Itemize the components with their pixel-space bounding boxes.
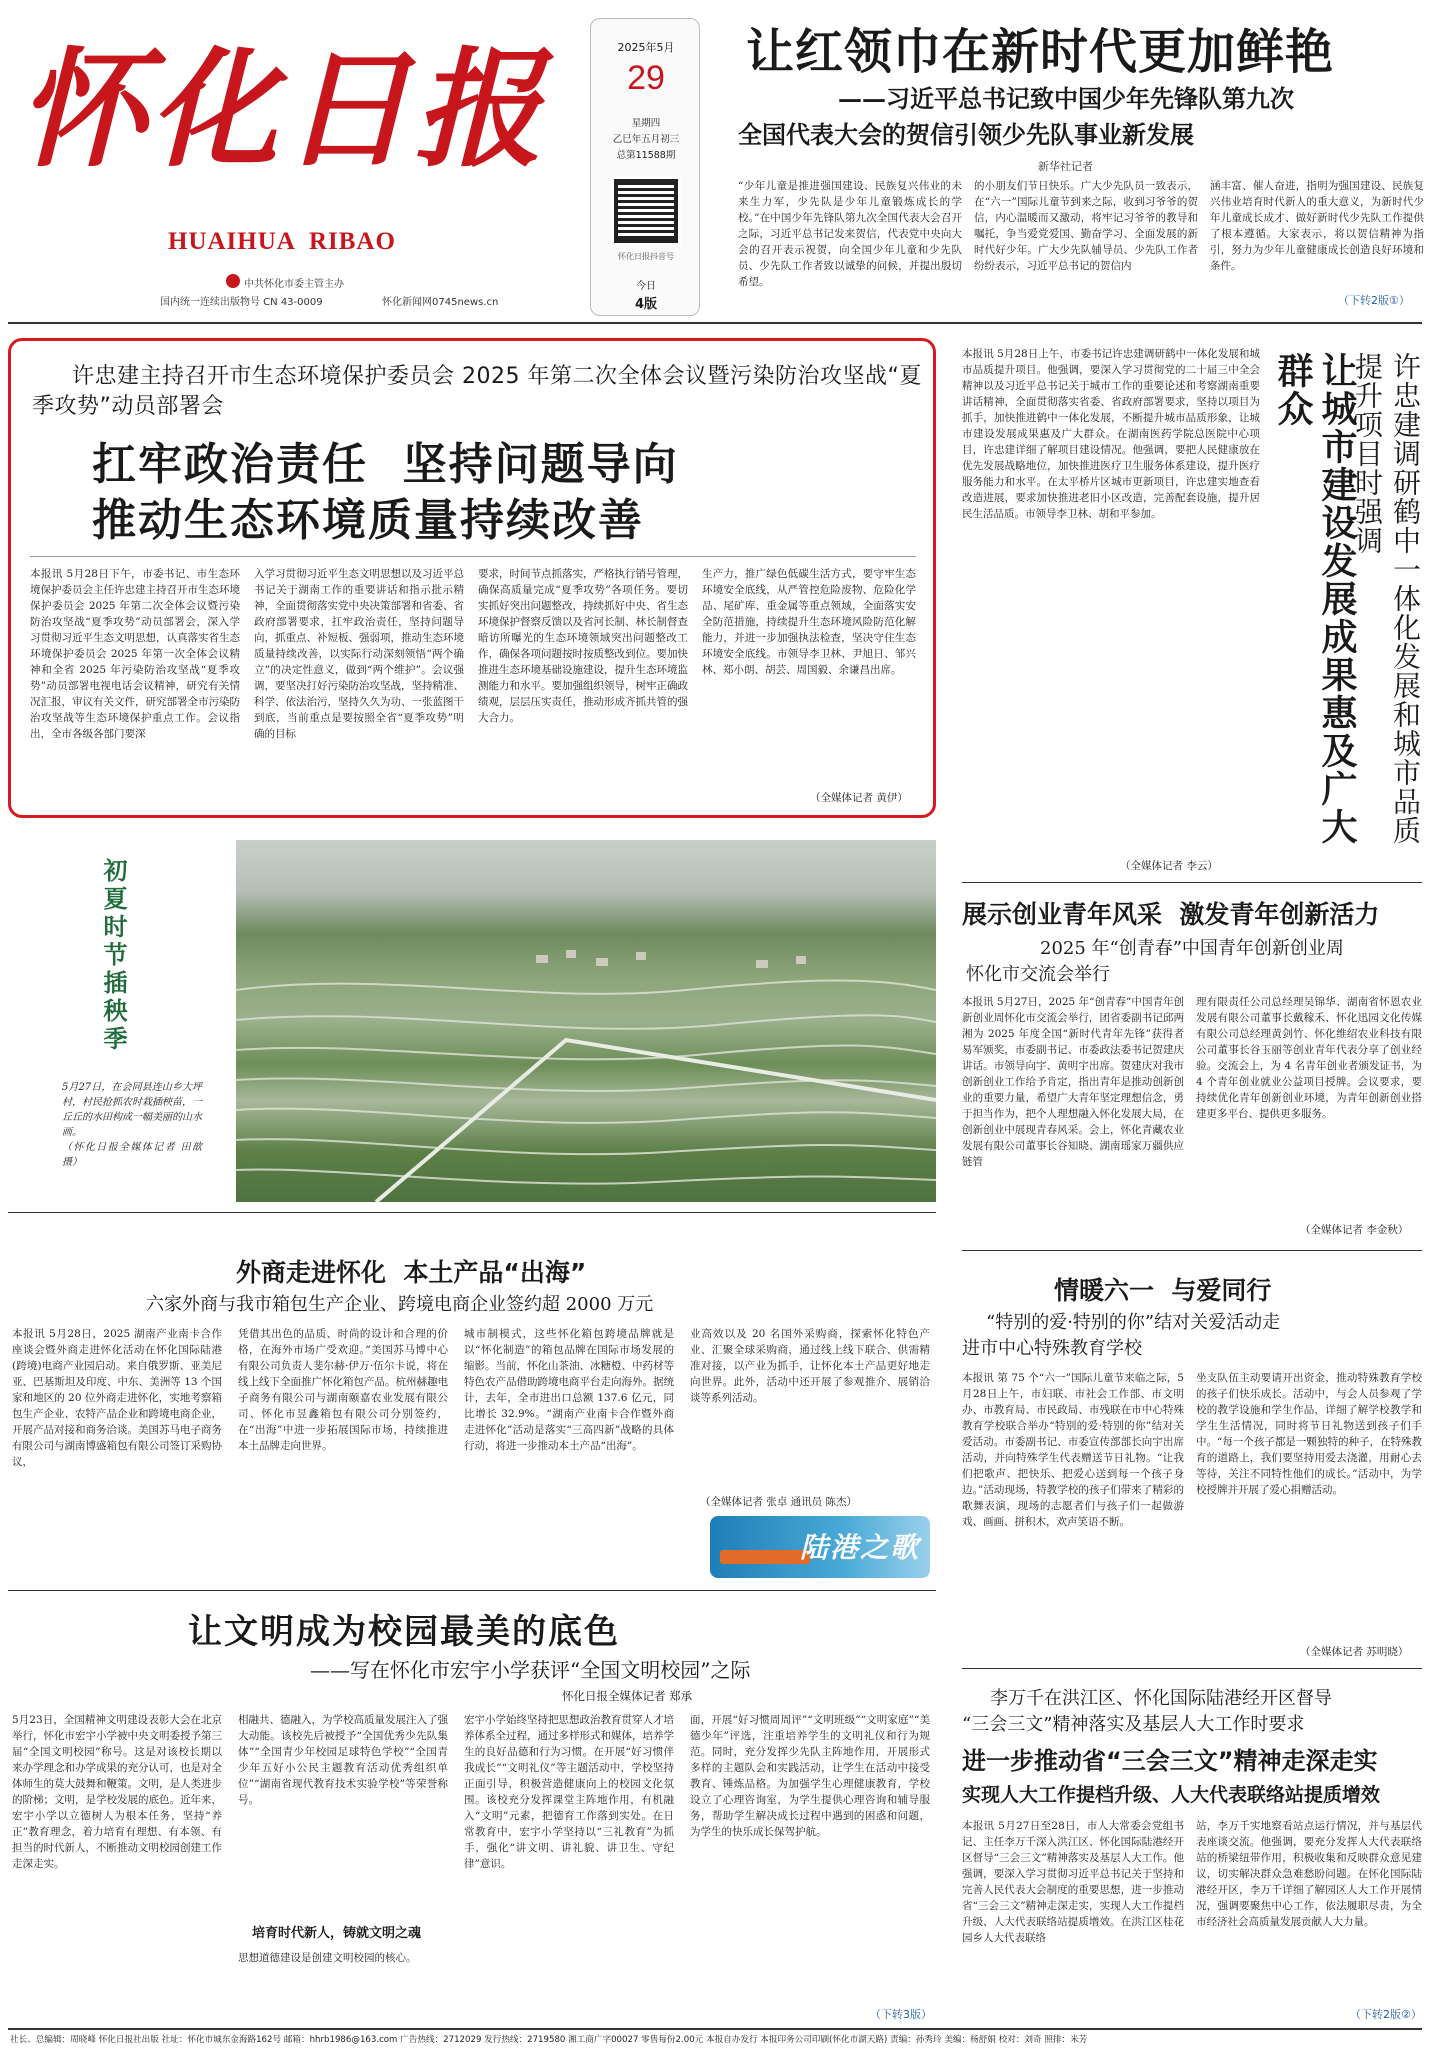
school-col-1: 5月23日，全国精神文明建设表彰大会在北京举行，怀化市宏宇小学被中央文明委授予第三届“全国文明校园”称号。这是对该校长期以来办学理念和办学成果的充分认可，也是对全体师生的莫大鼓舞和鞭策。文明，是人类进步的阶梯；文明，是学校发展的底色。近年来，宏宇小学以立德树人为根本任务，坚持“养正”教育理念，着力培育有理想、有本领、有担当的时代新人，不断推动文明校园创建工作走深走实。 bbox=[12, 1714, 222, 1870]
ecology-col-1: 本报讯 5月28日下午，市委书记、市生态环境保护委员会主任许忠建主持召开市生态环境保护委员会 2025 年第二次全体会议暨污染防治攻坚战“夏季攻势”动员部署会，深入学习贯彻习近平生态文明思想，认真落实省生态环境保护委员会 2025 年第一次全体会议精神和全省 2025 年污染防治攻坚战“夏季攻势”动员部署电视电话会议精神，研究有关情况汇报，审议有关文件，研究部署全市污染防治攻坚战等生态环境保护重点工作。会议指出，全市各级各部门要深 bbox=[30, 568, 240, 740]
masthead-org: 中共怀化市委主管主办 bbox=[244, 279, 344, 290]
congress-title-2[interactable]: 实现人大工作提档升级、人大代表联络站提质增效 bbox=[962, 1784, 1381, 1806]
youth-credit: （全媒体记者 李金秋） bbox=[1300, 1224, 1409, 1236]
today-label: 今日 bbox=[636, 281, 656, 292]
ecology-credit: （全媒体记者 黄伊） bbox=[810, 792, 908, 804]
congress-intro-2: “三会三文”精神落实及基层人大工作时要求 bbox=[962, 1714, 1305, 1735]
divider-mid-left bbox=[8, 1212, 936, 1213]
lead-subtitle-2: 全国代表大会的贺信引领少先队事业新发展 bbox=[738, 120, 1194, 149]
qr-code-icon[interactable] bbox=[614, 179, 678, 243]
city-story-title[interactable]: 让城市建设发展成果惠及广大群众 bbox=[1272, 352, 1357, 846]
youth-col-1: 本报讯 5月27日，2025 年“创青春”中国青年创新创业周怀化市交流会举行，团省委副书记邱两湘为 2025 年度全国“新时代青年先锋”获得者易军颁奖，市委副书记、市委政法委书记贺建庆讲话。市领导向宇、黄明宇出席。贺建庆对我市创新创业工作给予肯定，指出青年是推动创新创业的重要力量，希望广大青年坚定理想信念，勇于担当作为，把个人理想融入怀化发展大局，在创新创业中展现青春风采。会上，怀化青藏农业发展有限公司董事长谷知晓、湖南瑶家万疆供应链管 bbox=[962, 996, 1184, 1168]
ecology-col-4: 生产力，推广绿色低碳生活方式，要守牢生态环境安全底线，从严管控危险废物、危险化学品、尾矿库、重金属等重点领域，全面落实安全防范措施，持续提升生态环境风险防范化解能力，并进一步加强执法检查，坚决守住生态环境安全底线。市领导李卫林、尹旭日、邹兴林、郑小朗、胡芸、周国毅、余谦昌出席。 bbox=[702, 568, 916, 676]
school-col-2: 相融共、德融入，为学校高质量发展注入了强大动能。该校先后被授予“全国优秀少先队集体”“全国青少年校园足球特色学校”“全国青少年五好小公民主题教育活动优秀组织单位”“湖南省现代教育技术实验学校”等荣誉称号。 bbox=[238, 1714, 448, 1806]
city-story-body: 本报讯 5月28日上午，市委书记许忠建调研鹤中一体化发展和城市品质提升项目。他强调，要深入学习贯彻党的二十届三中全会精神以及习近平总书记关于城市工作的重要论述和考察湖南重要讲话精神，全面贯彻落实省委、省政府部署要求，坚持以项目为抓手，加快推进鹤中一体化发展，不断提升城市品质形象，让城市建设发展成果惠及广大群众。在湖南医药学院总医院中心项目，许忠建详细了解项目建设情况。他强调，要把人民健康放在优先发展战略地位，加快推进医疗卫生服务体系建设，提升医疗服务能力和水平。在太平桥片区城市更新项目，许忠建实地查看改造进展，要求加快推进老旧小区改造，完善配套设施，提升居民生活品质。市领导李卫林、胡和平参加。 bbox=[962, 348, 1260, 520]
logo-script: 怀化日报 bbox=[18, 35, 547, 185]
ecology-col-2: 入学习贯彻习近平生态文明思想以及习近平总书记关于湖南工作的重要讲话和指示批示精神，全面贯彻落实党中央决策部署和省委、省政府部署要求，扛牢政治责任，坚持问题导向，抓重点、补短板、强弱项，推动生态环境质量持续改善，以实际行动深刻领悟“两个确立”的决定性意义，做到“两个维护”。会议强调，要坚决打好污染防治攻坚战，坚持精准、科学、依法治污，坚持久久为功、一张蓝图干到底，当前重点是要按照全省“夏季攻势”明确的目标 bbox=[254, 568, 464, 740]
ecology-headline-1[interactable]: 扛牢政治责任 坚持问题导向 bbox=[92, 439, 679, 490]
city-story-credit: （全媒体记者 李云） bbox=[1120, 860, 1218, 872]
masthead-cn: 国内统一连续出版物号 CN 43-0009 bbox=[160, 297, 323, 308]
youth-title[interactable]: 展示创业青年风采 激发青年创新活力 bbox=[962, 900, 1380, 929]
lead-col-2: 的小朋友们节日快乐。广大少先队员一致表示，在“六一”国际儿童节到来之际，收到习爷爷的贺信，内心温暖而又激动，将牢记习爷爷的教导和嘱托，争当爱党爱国、勤奋学习、全面发展的新时代好少年。广大少先队辅导员、少先队工作者纷纷表示，习近平总书记的贺信内 bbox=[974, 180, 1198, 272]
photo-caption-text: 5月27日，在会同县连山乡大坪村，村民抢抓农时栽插秧苗，一丘丘的水田构成一幅美丽的山水画。 bbox=[62, 1082, 202, 1138]
lead-title[interactable]: 让红领巾在新时代更加鲜艳 bbox=[746, 24, 1335, 80]
school-more-link[interactable]: （下转3版） bbox=[870, 2008, 932, 2021]
rice-terrace-photo[interactable] bbox=[236, 840, 936, 1202]
trade-col-1: 本报讯 5月28日，2025 湖南产业南卡合作座谈会暨外商走进怀化活动在怀化国际陆港(跨境)电商产业园启动。来自俄罗斯、亚美尼亚、巴基斯坦及印度、中东、美洲等 13 个国家和地区的 20 位外商走进怀化，实地考察箱包生产企业、农特产品企业和跨境电商企业，开展产品对接和商务洽谈。美国苏马电子商务有限公司与湖南博盛箱包有限公司签订采购协议， bbox=[12, 1328, 222, 1468]
masthead-divider bbox=[8, 322, 1422, 324]
children-title[interactable]: 情暖六一 与爱同行 bbox=[1054, 1276, 1272, 1305]
terrace-lines bbox=[236, 840, 936, 1202]
badge-train-icon bbox=[720, 1550, 810, 1564]
date-weekday: 星期四 bbox=[631, 118, 661, 129]
youth-subtitle-1: 2025 年“创青春”中国青年创新创业周 bbox=[1040, 938, 1344, 959]
congress-more-link[interactable]: （下转2版②） bbox=[1350, 2008, 1422, 2021]
divider-lower-left bbox=[8, 1590, 936, 1591]
congress-col-2: 站，李万千实地察看站点运行情况，并与基层代表座谈交流。他强调，要充分发挥人大代表联络站的桥梁纽带作用，积极收集和反映群众意见建议，切实解决群众急难愁盼问题。在怀化国际陆港经开区，李万千详细了解园区人大工作开展情况，强调要聚焦中心工作，依法履职尽责，为全市经济社会高质量发展贡献人大力量。 bbox=[1196, 1820, 1422, 1928]
congress-title-1[interactable]: 进一步推动省“三会三文”精神走深走实 bbox=[962, 1747, 1378, 1775]
date-issue: 总第11588期 bbox=[616, 150, 676, 161]
lead-col-3: 涵丰富、催人奋进，指明为强国建设、民族复兴伟业培育时代新人的重大意义，为新时代少年儿童成长成才、做好新时代少先队工作提供了根本遵循。大家表示，将以贺信精神为指引，努力为少年儿童健康成长创造良好环境和条件。 bbox=[1210, 180, 1424, 272]
ecology-headline-2[interactable]: 推动生态环境质量持续改善 bbox=[92, 495, 644, 546]
ecology-col-3: 要求，时间节点抓落实，严格执行销号管理，确保高质量完成“夏季攻势”各项任务。要切实抓好突出问题整改，持续抓好中央、省生态环境保护督察反馈以及省河长制、林长制督查暗访所曝光的生态环境领域突出问题整改工作，确保各项问题按时按质整改到位。要加快推进生态环境基础设施建设，提升生态环境监测能力和水平。要加强组织领导，树牢正确政绩观，层层压实责任，推动形成齐抓共管的强大合力。 bbox=[478, 568, 688, 724]
photo-title: 初夏时节插秧季 bbox=[99, 858, 127, 1054]
qr-caption: 怀化日报抖音号 bbox=[618, 252, 674, 261]
children-col-1: 本报讯 第 75 个“六一”国际儿童节来临之际，5月28日上午，市妇联、市社会工作部、市文明办、市教育局、市民政局、市残联在市中心特殊教育学校联合举办“特别的爱·特别的你”结对关爱活动。市委副书记、市委宣传部部长向宇出席活动，并向特殊学生代表赠送节日礼物。“让我们把歌声、把快乐、把爱心送到每一个孩子身边。”活动现场，特教学校的孩子们带来了精彩的歌舞表演，现场的志愿者们与孩子们一起做游戏、画画、拼积木，欢声笑语不断。 bbox=[962, 1372, 1184, 1528]
lead-more-link[interactable]: （下转2版①） bbox=[1338, 294, 1410, 307]
date-lunar: 乙巳年五月初三 bbox=[612, 134, 680, 145]
school-subhead: 培育时代新人，铸就文明之魂 bbox=[252, 1926, 422, 1941]
lugang-badge[interactable] bbox=[710, 1516, 930, 1578]
school-col-2b: 思想道德建设是创建文明校园的核心。 bbox=[238, 1952, 417, 1964]
lead-subtitle-1: ——习近平总书记致中国少年先锋队第九次 bbox=[838, 84, 1294, 113]
trade-col-2: 凭借其出色的品质、时尚的设计和合理的价格，在海外市场广受欢迎。”美国苏马博中心有限公司负责人斐尔赫·伊万·伍尔卡说，将在线上线下全面推广怀化箱包产品。杭州赫趣电子商务有限公司与湖南颐嘉农业发展有限公司、怀化市昱鑫箱包有限公司分别签约，在“出海”中进一步拓展国际市场，持续推进本土品牌走向世界。 bbox=[238, 1328, 448, 1452]
children-subtitle-1: “特别的爱·特别的你”结对关爱活动走 bbox=[986, 1312, 1281, 1333]
lead-col-1: “少年儿童是推进强国建设、民族复兴伟业的未来生力军，少先队是少年儿童锻炼成长的学校。”在中国少年先锋队第九次全国代表大会召开之际，习近平总书记发来贺信，代表党中央向大会的召开表示祝贺，向全国少年儿童和少先队员、少先队工作者致以诚挚的问候，并提出殷切希望。 bbox=[738, 180, 962, 288]
trade-subtitle: 六家外商与我市箱包生产企业、跨境电商企业签约超 2000 万元 bbox=[146, 1294, 654, 1315]
masthead-website: 怀化新闻网0745news.cn bbox=[382, 297, 499, 308]
photo-credit: （怀化日报全媒体记者 田歆 摄） bbox=[62, 1142, 202, 1168]
divider-lower-right bbox=[962, 1668, 1422, 1669]
school-col-3: 宏宇小学始终坚持把思想政治教育贯穿人才培养体系全过程，通过多样形式和媒体，培养学生的良好品德和行为习惯。在开展“好习惯伴我成长”“文明礼仪”等主题活动中，学校坚持正面引导，积极营造健康向上的校园文化氛围。该校充分发挥课堂主阵地作用，有机融入“文明”元素，把德育工作落到实处。在日常教育中，宏宇小学坚持以“三礼教育”为抓手，强化“讲文明、讲礼貌、讲卫生、守纪律”意识。 bbox=[464, 1714, 674, 1870]
date-day: 29 bbox=[627, 59, 665, 97]
children-subtitle-2: 进市中心特殊教育学校 bbox=[962, 1338, 1142, 1359]
ecology-intro: 许忠建主持召开市生态环境保护委员会 2025 年第二次全体会议暨污染防治攻坚战“夏季攻势”动员部署会 bbox=[32, 364, 922, 419]
footer-info: 社长、总编辑：周晓峰 怀化日报社出版 社址：怀化市城东金海路162号 邮箱：hhrb1986@163.com 广告热线：2712029 发行热线：2719580 湘工商广字00027 零售每份2.00元 本报自办发行 本报印务公司印刷(怀化市湖天路) 责编：孙秀玲 美编：杨舒娟 校对：刘奇 照排：米芳 bbox=[10, 2035, 1088, 2045]
congress-intro-1: 李万千在洪江区、怀化国际陆港经开区督导 bbox=[990, 1688, 1332, 1709]
children-col-2: 坐支队伍主动要请开出资金，推动特殊教育学校的孩子们快乐成长。活动中，与会人员参观了学校的教学设施和学生作品，详细了解学校教学和学生生活情况，同时将节日礼物送到孩子们手中。“每一个孩子都是一颗独特的种子，在特殊教育的道路上，我们要坚持用爱去浇灌，用耐心去等待，关注不同特性他们的成长。”活动中，为学校授牌并开展了爱心捐赠活动。 bbox=[1196, 1372, 1422, 1496]
today-pages: 4版 bbox=[634, 297, 658, 312]
school-byline: 怀化日报全媒体记者 郑承 bbox=[562, 1689, 693, 1703]
logo-pinyin: HUAIHUA RIBAO bbox=[168, 228, 396, 255]
trade-col-4: 业高效以及 20 名国外采购商，探索怀化特色产业、汇聚全球采购商，通过线上线下联合、供需精准对接，以产业为抓手，让怀化本土产品更好地走向世界。此外，活动中还开展了参观推介、展销洽谈等系列活动。 bbox=[690, 1328, 930, 1404]
badge-title: 陆港之歌 bbox=[800, 1531, 921, 1564]
trade-col-3: 城市制模式，这些怀化箱包跨境品牌就是以“怀化制造”的箱包品牌在国际市场发展的缩影。当前，怀化山茶油、冰糖橙、中药材等特色农产品借助跨境电商平台走向海外。据统计，去年，全市进出口总额 137.6 亿元，同比增长 32.9%。“湖南产业南卡合作暨外商走进怀化”活动是落实“三高四新”战略的具体行动，将进一步推动本土产品“出海”。 bbox=[464, 1328, 674, 1452]
trade-title[interactable]: 外商走进怀化 本土产品“出海” bbox=[236, 1258, 587, 1287]
ecology-divider bbox=[30, 556, 916, 557]
trade-credit: （全媒体记者 张卓 通讯员 陈杰） bbox=[700, 1496, 858, 1508]
school-title[interactable]: 让文明成为校园最美的底色 bbox=[188, 1612, 620, 1652]
party-emblem-icon bbox=[226, 274, 240, 288]
children-credit: （全媒体记者 苏明晓） bbox=[1300, 1646, 1409, 1658]
masthead bbox=[0, 0, 1430, 310]
school-col-4: 面，开展“好习惯周周评”“文明班级”“文明家庭”“美德少年”评选，注重培养学生的文明礼仪和行为规范。同时，充分发挥少先队主阵地作用，开展形式多样的主题队会和实践活动，让学生在活动中接受教育、锤炼品格。为加强学生心理健康教育，学校设立了心理咨询室，为学生提供心理咨询和辅导服务，帮助学生解决成长过程中遇到的困惑和问题，为学生的快乐成长保驾护航。 bbox=[690, 1714, 930, 1838]
divider-mid-right bbox=[962, 1250, 1422, 1251]
footer-divider bbox=[8, 2028, 1422, 2030]
date-panel bbox=[590, 18, 700, 316]
youth-col-2: 理有限责任公司总经理吴锦华、湖南省怀恩农业发展有限公司董事长戴稼禾、怀化迅园文化传媒有限公司总经理黄剑竹、怀化维绍农业科技有限公司董事长谷玉丽等创业青年代表分享了创业经验。交流会上，为 4 名青年创业者颁发证书，为 4 个青年创业就业公益项目授牌。会议要求，要持续优化青年创新创业环境，为青年创新创业搭建更多平台、提供更多服务。 bbox=[1196, 996, 1422, 1120]
youth-subtitle-2: 怀化市交流会举行 bbox=[966, 964, 1110, 985]
right-divider-1 bbox=[962, 882, 1422, 883]
city-story-subtitle: 许忠建调研鹤中一体化发展和城市品质提升项目时强调 bbox=[1351, 352, 1422, 845]
date-line: 2025年5月 bbox=[617, 41, 675, 54]
photo-caption bbox=[62, 1080, 202, 1170]
congress-col-1: 本报讯 5月27日至28日，市人大常委会党组书记、主任李万千深入洪江区、怀化国际陆港经开区督导“三会三文”精神落实及基层人大工作。他强调，要深入学习贯彻习近平总书记关于坚持和完善人民代表大会制度的重要思想，进一步推动省“三会三文”精神走深走实，实现人大工作提档升级、人大代表联络站提质增效。在洪江区桂花园乡人大代表联络 bbox=[962, 1820, 1184, 1944]
school-subtitle: ——写在怀化市宏宇小学获评“全国文明校园”之际 bbox=[310, 1658, 751, 1682]
lead-byline: 新华社记者 bbox=[1038, 160, 1093, 173]
